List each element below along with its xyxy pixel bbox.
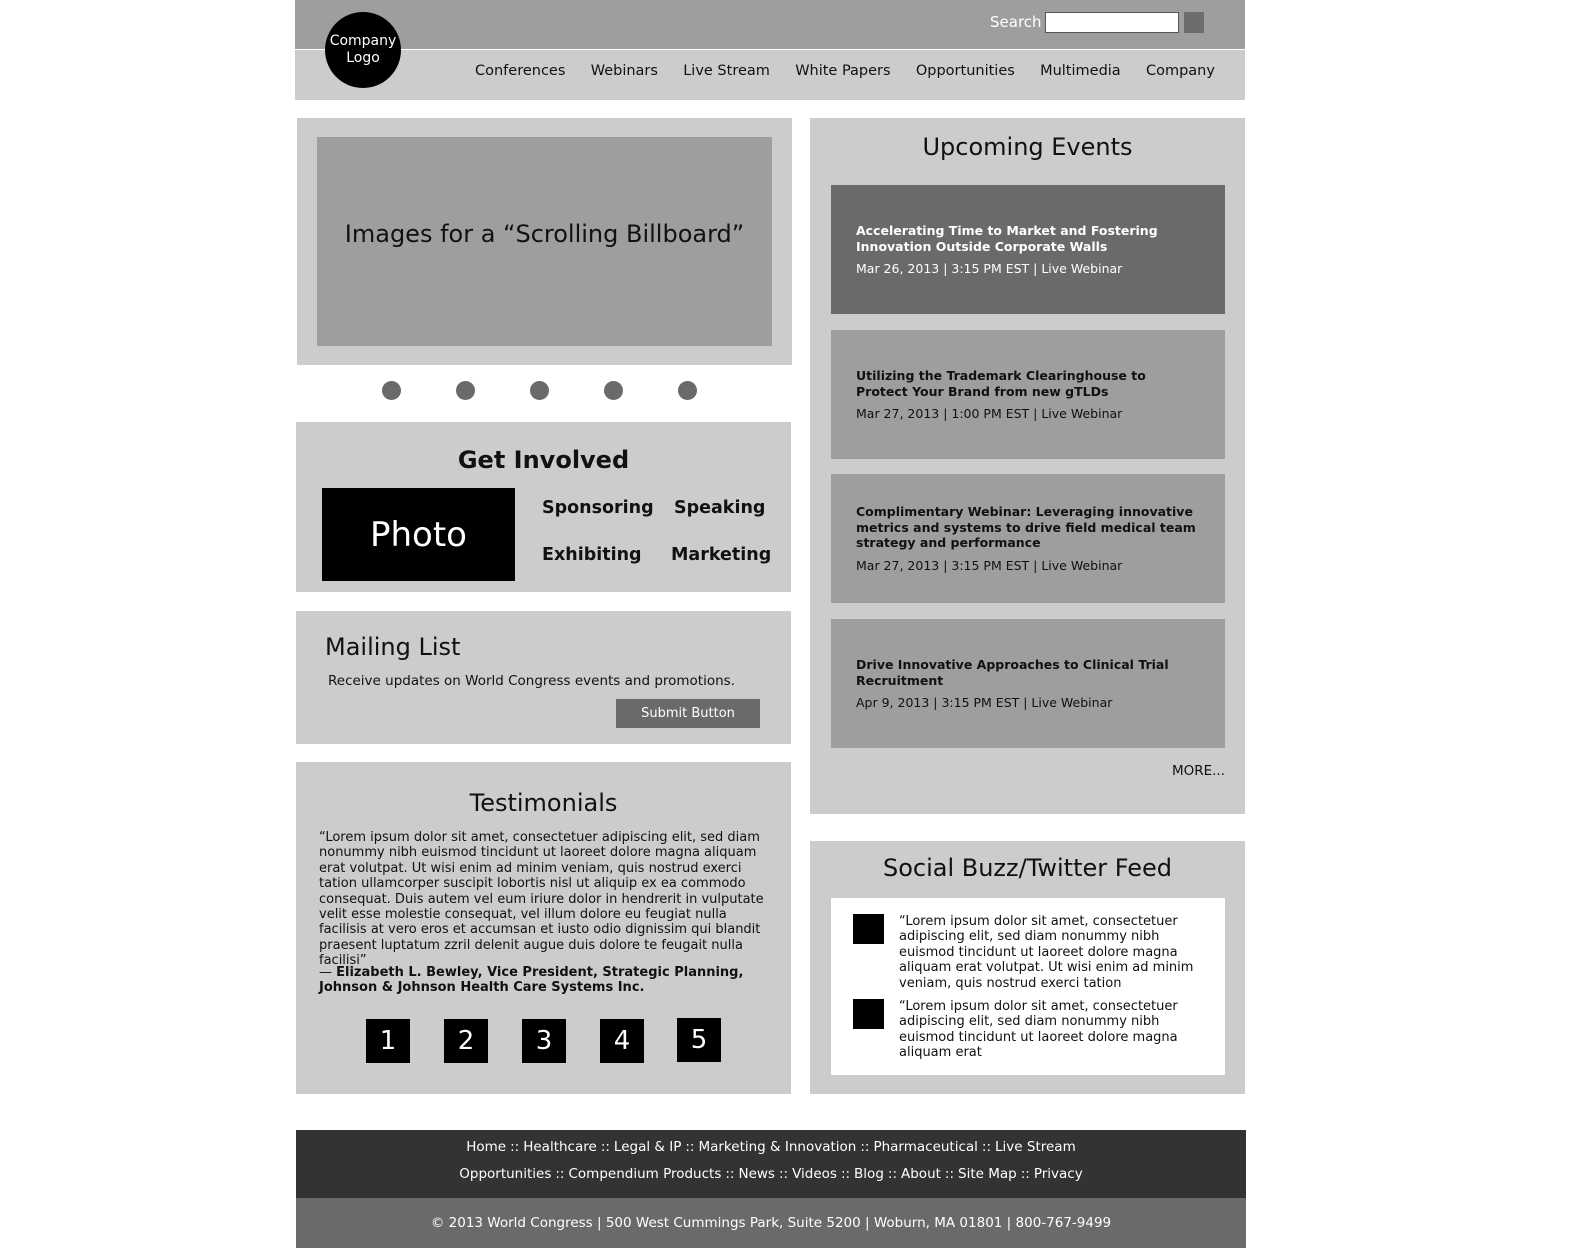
- footer-copyright: [296, 1198, 1246, 1248]
- footer-link[interactable]: Live Stream: [995, 1139, 1076, 1155]
- event-card[interactable]: [831, 474, 1225, 603]
- get-involved-photo: [322, 488, 515, 581]
- footer-separator: ::: [555, 1166, 565, 1182]
- link-sponsoring[interactable]: Sponsoring: [542, 498, 654, 518]
- testimonial-author: [319, 965, 775, 996]
- footer-link[interactable]: Home: [466, 1139, 507, 1155]
- event-meta: Mar 26, 2013 | 3:15 PM EST | Live Webinar: [856, 261, 1123, 276]
- event-card[interactable]: [831, 330, 1225, 459]
- main-nav: [475, 63, 1215, 83]
- events-more-link[interactable]: MORE...: [1171, 763, 1225, 779]
- mailing-list-text: Receive updates on World Congress events and promotions.: [328, 673, 735, 689]
- footer-row-1: [296, 1139, 1246, 1155]
- company-logo[interactable]: [325, 12, 401, 88]
- nav-white-papers[interactable]: White Papers: [795, 63, 891, 79]
- author-name: Elizabeth L. Bewley, Vice President, Strategic Planning, Johnson & Johnson Health Care Systems Inc.: [319, 965, 744, 996]
- footer-link[interactable]: Site Map: [958, 1166, 1017, 1182]
- author-dash: —: [319, 965, 337, 980]
- testimonial-page-4[interactable]: 4: [600, 1019, 644, 1063]
- footer-link[interactable]: Healthcare: [523, 1139, 597, 1155]
- billboard-dot-4[interactable]: [604, 381, 623, 400]
- footer-separator: ::: [685, 1139, 695, 1155]
- event-meta: Apr 9, 2013 | 3:15 PM EST | Live Webinar: [856, 695, 1113, 710]
- billboard-caption: Images for a “Scrolling Billboard”: [344, 219, 745, 248]
- copyright-text: © 2013 World Congress | 500 West Cummings Park, Suite 5200 | Woburn, MA 01801 | 800-767-9499: [430, 1215, 1112, 1231]
- nav-multimedia[interactable]: Multimedia: [1040, 63, 1121, 79]
- event-title: Complimentary Webinar: Leveraging innovative metrics and systems to drive field medical team strategy and performance: [856, 504, 1196, 551]
- nav-company[interactable]: Company: [1145, 63, 1215, 79]
- footer-separator: ::: [778, 1166, 789, 1182]
- event-meta: Mar 27, 2013 | 3:15 PM EST | Live Webinar: [856, 557, 1123, 573]
- nav-opportunities[interactable]: Opportunities: [915, 63, 1015, 79]
- footer-separator: ::: [725, 1166, 735, 1182]
- footer-link[interactable]: Blog: [854, 1166, 884, 1182]
- footer-link[interactable]: Marketing & Innovation: [698, 1139, 857, 1155]
- footer-link[interactable]: Privacy: [1033, 1166, 1083, 1182]
- footer-separator: ::: [860, 1139, 870, 1155]
- footer-separator: ::: [840, 1166, 851, 1182]
- testimonial-page-1[interactable]: 1: [366, 1019, 410, 1063]
- photo-label: Photo: [370, 514, 467, 555]
- footer-separator: ::: [981, 1139, 992, 1155]
- link-speaking[interactable]: Speaking: [674, 498, 766, 518]
- event-meta: Mar 27, 2013 | 1:00 PM EST | Live Webinar: [856, 406, 1123, 421]
- billboard-dot-3[interactable]: [530, 381, 549, 400]
- nav-webinars[interactable]: Webinars: [590, 63, 658, 79]
- billboard-dot-2[interactable]: [456, 381, 475, 400]
- tweet-avatar: [853, 999, 884, 1029]
- footer-link[interactable]: Pharmaceutical: [873, 1139, 978, 1155]
- search-label: Search: [990, 13, 1042, 31]
- testimonial-quote: “Lorem ipsum dolor sit amet, consectetuer adipiscing elit, sed diam nonummy nibh euismod tincidunt ut laoreet dolore magna aliquam erat volutpat. Ut wisi enim ad minim veniam, quis nostrud exerci tation ullamcorper suscipit lobortis nisl ut aliquip ex ea commodo consequat. Duis autem vel eum iriure dolor in hendrerit in vulputate velit esse molestie consequat, vel illum dolore eu feugiat nulla facilisis at vero eros et accumsan et iusto odio dignissim qui blandit praesent luptatum zzril delenit augue duis dolore te feugait nulla facilisi”: [319, 830, 764, 969]
- get-involved-title: Get Involved: [457, 446, 630, 474]
- footer-separator: ::: [887, 1166, 897, 1182]
- footer-link[interactable]: Compendium Products: [568, 1166, 722, 1182]
- footer-nav: [296, 1130, 1246, 1198]
- tweet-avatar: [853, 914, 884, 944]
- event-title: Utilizing the Trademark Clearinghouse to Protect Your Brand from new gTLDs: [856, 368, 1146, 399]
- nav-live-stream[interactable]: Live Stream: [683, 63, 770, 79]
- event-title: Drive Innovative Approaches to Clinical Trial Recruitment: [856, 657, 1169, 688]
- logo-text: Company Logo: [329, 33, 397, 66]
- footer-link[interactable]: Opportunities: [459, 1166, 552, 1182]
- testimonial-page-3[interactable]: 3: [522, 1019, 566, 1063]
- testimonial-page-2[interactable]: 2: [444, 1019, 488, 1063]
- link-exhibiting[interactable]: Exhibiting: [542, 545, 642, 565]
- event-card[interactable]: [831, 185, 1225, 314]
- footer-link[interactable]: Videos: [792, 1166, 837, 1182]
- tweet-text: “Lorem ipsum dolor sit amet, consectetuer adipiscing elit, sed diam nonummy nibh euismod tincidunt ut laoreet dolore magna aliquam erat: [899, 999, 1178, 1061]
- footer-separator: ::: [1020, 1166, 1030, 1182]
- mailing-list-title: Mailing List: [325, 633, 461, 661]
- footer-link[interactable]: News: [738, 1166, 775, 1182]
- tweet-text: “Lorem ipsum dolor sit amet, consectetuer adipiscing elit, sed diam nonummy nibh euismod tincidunt ut laoreet dolore magna aliquam erat volutpat. Ut wisi enim ad minim veniam, quis nostrud exerci tation: [899, 914, 1194, 991]
- footer-link[interactable]: Legal & IP: [613, 1139, 682, 1155]
- search-button[interactable]: [1184, 12, 1204, 33]
- footer-separator: ::: [600, 1139, 610, 1155]
- billboard-dot-5[interactable]: [678, 381, 697, 400]
- testimonials-title: Testimonials: [469, 789, 618, 817]
- footer-row-2: [296, 1166, 1246, 1182]
- billboard-dot-1[interactable]: [382, 381, 401, 400]
- testimonial-page-5[interactable]: 5: [677, 1018, 721, 1062]
- social-title: Social Buzz/Twitter Feed: [882, 854, 1173, 882]
- search-input[interactable]: [1045, 12, 1179, 33]
- link-marketing[interactable]: Marketing: [671, 545, 772, 565]
- footer-separator: ::: [510, 1139, 520, 1155]
- submit-button-label: Submit Button: [641, 706, 735, 721]
- footer-link[interactable]: About: [901, 1166, 941, 1182]
- submit-button[interactable]: [616, 699, 760, 728]
- nav-conferences[interactable]: Conferences: [475, 63, 566, 79]
- footer-separator: ::: [944, 1166, 955, 1182]
- billboard-image[interactable]: [317, 137, 772, 346]
- upcoming-events-title: Upcoming Events: [922, 133, 1133, 161]
- event-card[interactable]: [831, 619, 1225, 748]
- event-title: Accelerating Time to Market and Fostering Innovation Outside Corporate Walls: [856, 223, 1158, 254]
